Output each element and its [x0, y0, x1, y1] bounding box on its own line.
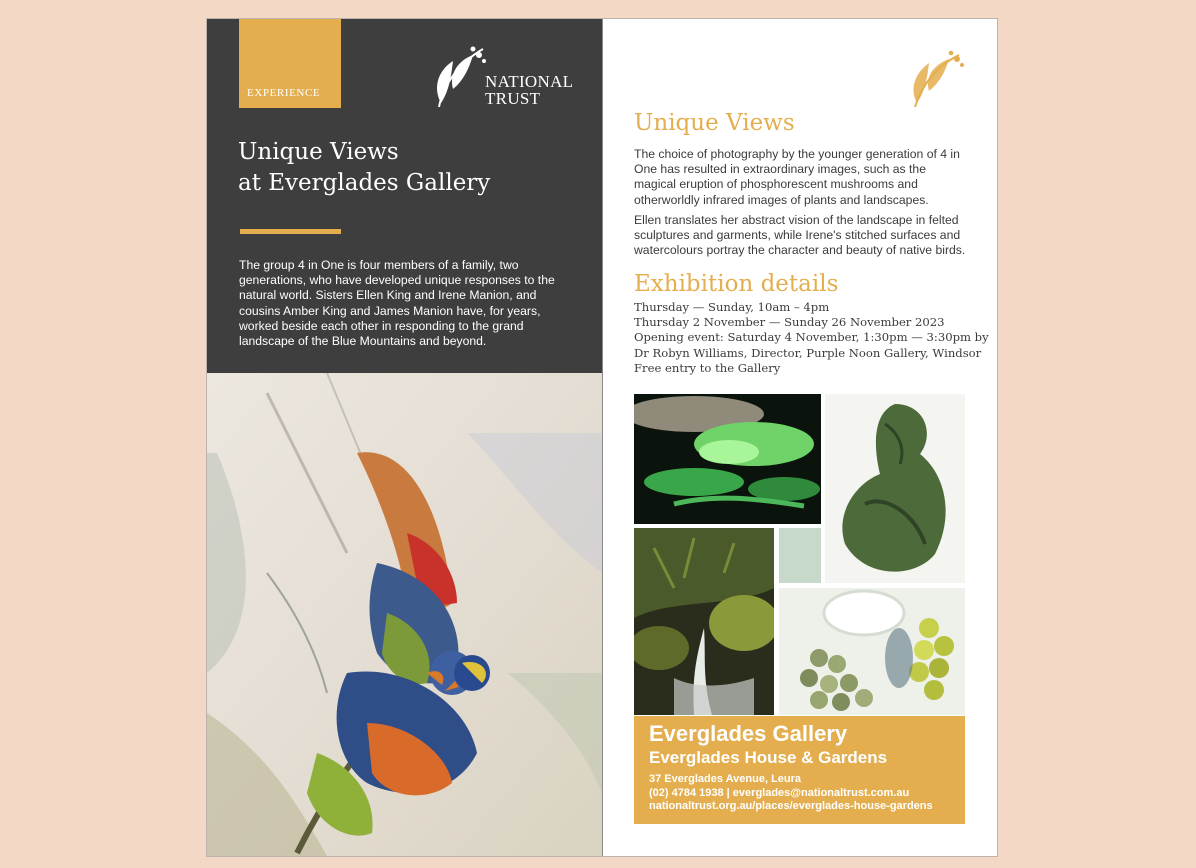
details-line: Thursday — Sunday, 10am – 4pm	[634, 300, 830, 314]
page-title	[238, 137, 578, 199]
intro-paragraph: The group 4 in One is four members of a family, two generations, who have developed unique responses to the natural world. Sisters Ellen King and Irene Manion, and cousins Amber King and James Manion have, for years, worked beside each other in responding to the grand landscape of the Blue Mountains and beyond.	[239, 258, 555, 349]
experience-tag	[239, 19, 341, 108]
green-swatch	[779, 528, 821, 583]
section-heading-exhibition-details: Exhibition details	[634, 271, 839, 297]
venue-website[interactable]: nationaltrust.org.au/places/everglades-house-gardens	[649, 800, 933, 812]
experience-tag-label: EXPERIENCE	[247, 87, 321, 99]
exhibition-details	[634, 300, 989, 376]
logo-line-2: TRUST	[485, 89, 541, 108]
details-line: Opening event: Saturday 4 November, 1:30pm — 3:30pm by	[634, 330, 989, 345]
left-panel	[207, 19, 602, 856]
mushroom-photo	[634, 394, 821, 524]
brochure-spread	[207, 19, 997, 856]
gold-divider	[240, 229, 341, 234]
logo-line-1: NATIONAL	[485, 72, 574, 91]
textiles-paragraph: Ellen translates her abstract vision of the landscape in felted sculptures and garments, while Irene's stitched surfaces and watercolours portray the character and beauty of native birds.	[634, 213, 966, 258]
venue-phone-email[interactable]: (02) 4784 1938 | everglades@nationaltrust.com.au	[649, 787, 910, 799]
panel-divider	[602, 19, 603, 856]
felted-sculpture-photo	[779, 588, 965, 715]
waterfall-photo	[634, 528, 774, 715]
bird-watercolour-image	[207, 373, 602, 856]
venue-name: Everglades Gallery	[649, 721, 848, 746]
infrared-plant-photo	[825, 394, 965, 583]
details-line: Free entry to the Gallery	[634, 360, 781, 375]
title-line-2: at Everglades Gallery	[238, 170, 491, 196]
section-heading-unique-views: Unique Views	[634, 110, 795, 136]
national-trust-logo	[427, 45, 577, 115]
details-line: Thursday 2 November — Sunday 26 November 2023	[634, 315, 945, 330]
venue-address: 37 Everglades Avenue, Leura	[649, 773, 802, 785]
gum-leaf-icon	[427, 45, 487, 111]
venue-house: Everglades House & Gardens	[649, 748, 888, 767]
title-line-1: Unique Views	[238, 139, 399, 165]
logo-wordmark	[485, 73, 573, 107]
contact-box	[634, 716, 965, 824]
photography-paragraph: The choice of photography by the younger generation of 4 in One has resulted in extraordinary images, such as the magical eruption of phosphorescent mushrooms and otherworldly infrared images of plants and landscapes.	[634, 147, 960, 207]
details-line: Dr Robyn Williams, Director, Purple Noon Gallery, Windsor	[634, 345, 982, 360]
gum-leaf-icon	[907, 49, 967, 111]
